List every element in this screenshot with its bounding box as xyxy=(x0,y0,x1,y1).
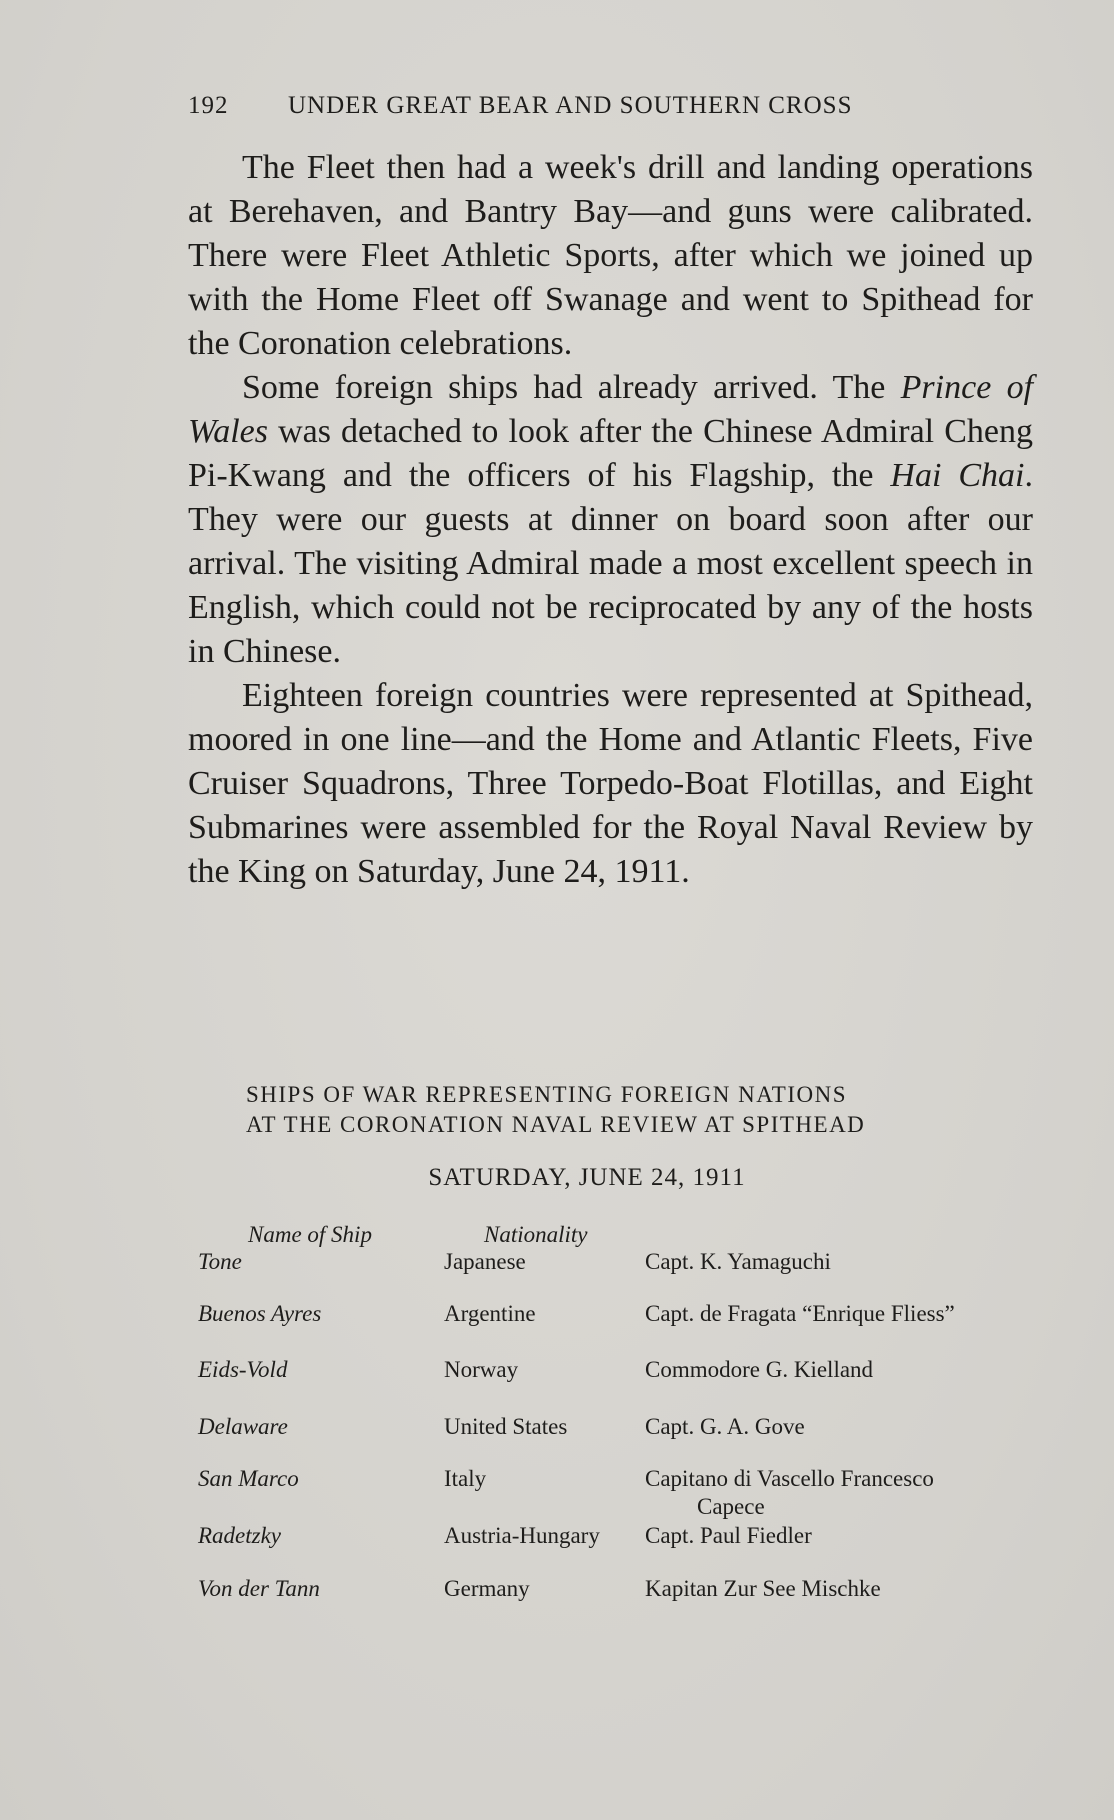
commanding-officer xyxy=(645,1575,1035,1603)
nationality: Austria-Hungary xyxy=(444,1523,600,1548)
paragraph-1 xyxy=(188,146,1033,366)
officer-name: Capt. Paul Fiedler xyxy=(645,1523,812,1548)
body-text xyxy=(188,146,1033,894)
nationality: United States xyxy=(444,1414,568,1439)
nationality: Germany xyxy=(444,1576,530,1601)
nationality: Norway xyxy=(444,1357,519,1382)
commanding-officer xyxy=(645,1300,1035,1328)
ship-name-prince-of-wales: Prince of Wales xyxy=(188,369,1034,450)
ship-name: San Marco xyxy=(198,1466,299,1491)
ship-name: Eids-Vold xyxy=(198,1357,288,1382)
paragraph-1-text: The Fleet then had a week's drill and landing operations at Berehaven, and Bantry Bay—and guns were calibrated. There were Fleet Athletic Sports, after which we joined up with the Home Fleet off Swanage and went to Spithead for the Coronation celebrations. xyxy=(188,149,1033,362)
officer-name: Capitano di Vascello Francesco xyxy=(645,1466,934,1491)
ship-name: Radetzky xyxy=(198,1523,282,1548)
ship-name: Buenos Ayres xyxy=(198,1301,322,1326)
nationality: Argentine xyxy=(444,1301,536,1326)
column-header-ship: Name of Ship xyxy=(248,1222,372,1247)
table-date: SATURDAY, JUNE 24, 1911 xyxy=(428,1164,746,1191)
running-title: UNDER GREAT BEAR AND SOUTHERN CROSS xyxy=(288,92,853,119)
commanding-officer xyxy=(645,1356,1035,1384)
officer-name: Capt. G. A. Gove xyxy=(645,1414,805,1439)
officer-name: Capt. de Fragata “Enrique Fliess” xyxy=(645,1301,955,1326)
table-title-line-2: AT THE CORONATION NAVAL REVIEW AT SPITHEAD xyxy=(246,1112,866,1137)
officer-name: Kapitan Zur See Mischke xyxy=(645,1576,881,1601)
ship-name: Von der Tann xyxy=(198,1576,320,1601)
ship-name: Tone xyxy=(198,1249,242,1274)
officer-name-continued: Capece xyxy=(697,1494,765,1519)
table-title xyxy=(246,1080,1006,1140)
page-number: 192 xyxy=(188,92,229,119)
column-header-nationality: Nationality xyxy=(484,1222,588,1247)
commanding-officer xyxy=(645,1522,1035,1550)
paragraph-2-seg-1: Some foreign ships had already arrived. The xyxy=(242,369,901,406)
paragraph-3-text: Eighteen foreign countries were represented at Spithead, moored in one line—and the Home and Atlantic Fleets, Five Cruiser Squadrons, Three Torpedo-Boat Flotillas, and Eight Submarines were assembled for the Royal Naval Review by the King on Saturday, June 24, 1911. xyxy=(188,677,1033,890)
paragraph-2 xyxy=(188,366,1033,674)
commanding-officer xyxy=(645,1248,1035,1276)
paragraph-2-seg-5: . They were our guests at dinner on board soon after our arrival. The visiting Admiral made a most excellent speech in English, which could not be reciprocated by any of the hosts in Chinese. xyxy=(188,457,1033,670)
table-title-line-1: SHIPS OF WAR REPRESENTING FOREIGN NATIONS xyxy=(246,1082,848,1107)
ship-name-hai-chai: Hai Chai xyxy=(890,457,1025,494)
paragraph-3 xyxy=(188,674,1033,894)
officer-name: Commodore G. Kielland xyxy=(645,1357,874,1382)
nationality: Japanese xyxy=(444,1249,526,1274)
commanding-officer xyxy=(645,1413,1035,1441)
officer-name: Capt. K. Yamaguchi xyxy=(645,1249,831,1274)
commanding-officer xyxy=(645,1465,1035,1521)
page-header xyxy=(188,92,928,120)
nationality: Italy xyxy=(444,1466,487,1491)
ship-name: Delaware xyxy=(198,1414,288,1439)
paragraph-2-seg-3: was detached to look after the Chinese Admiral Cheng Pi-Kwang and the officers of his Flagship, the xyxy=(188,413,1033,494)
